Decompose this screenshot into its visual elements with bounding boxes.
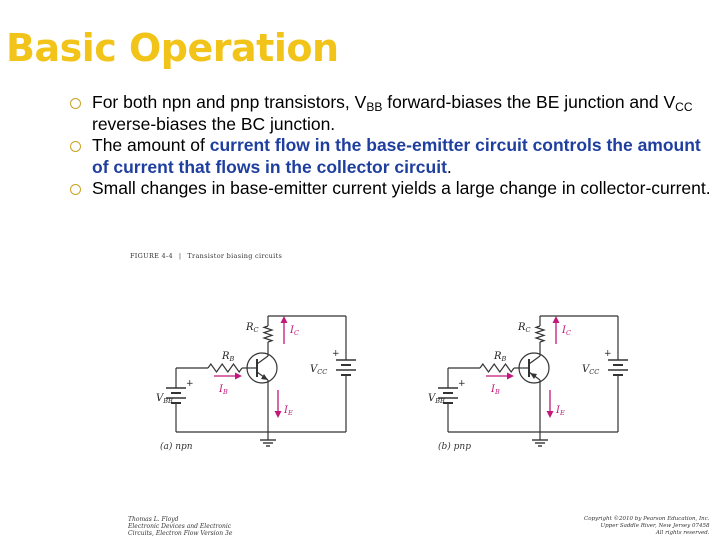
slide-title: Basic Operation — [6, 26, 339, 70]
figure-number: FIGURE 4-4 — [130, 252, 173, 260]
rc-resistor — [536, 326, 544, 342]
vcc-plus-sign: + — [332, 349, 340, 359]
ic-label: $I_C$ — [562, 325, 571, 337]
ic-label: $I_C$ — [290, 325, 299, 337]
ib-arrow-head-icon — [507, 373, 514, 380]
rc-label: $R_C$ — [518, 322, 531, 334]
ib-label: $I_B$ — [491, 384, 500, 396]
vbb-label: $V_{BB}$ — [156, 393, 173, 405]
figure-source-caption: Thomas L. Floyd Electronic Devices and Electronic Circuits, Electron Flow Version 3e — [128, 516, 233, 537]
ring-bullet-icon — [70, 141, 81, 152]
ib-label: $I_B$ — [219, 384, 228, 396]
rc-label: $R_C$ — [246, 322, 259, 334]
ring-bullet-icon — [70, 184, 81, 195]
transistor-biasing-figure — [126, 244, 716, 540]
rb-resistor — [208, 364, 242, 372]
npn-circuit — [154, 294, 426, 454]
vbb-label: $V_{BB}$ — [428, 393, 445, 405]
vcc-plus-sign: + — [604, 349, 612, 359]
rb-label: $R_B$ — [222, 351, 235, 363]
ib-arrow-head-icon — [235, 373, 242, 380]
transistor-collector-lead — [257, 356, 268, 364]
bullet-item: For both npn and pnp transistors, $V_{BB}$ forward-biases the BE junction and $V_{CC}$ reverse-biases the BC junction. — [70, 92, 715, 135]
emitter-arrow-icon — [261, 374, 268, 380]
pnp-circuit — [426, 294, 698, 454]
rb-label: $R_B$ — [494, 351, 507, 363]
transistor-collector-lead — [529, 356, 540, 364]
ic-arrow-head-icon — [281, 316, 288, 323]
ring-bullet-icon — [70, 98, 81, 109]
ie-label: $I_E$ — [556, 405, 565, 417]
vbb-plus-sign: + — [186, 379, 194, 389]
figure-title: Transistor biasing circuits — [187, 252, 283, 260]
figure-copyright-caption: Copyright ©2010 by Pearson Education, Inc. Upper Saddle River, New Jersey 07458 All rights reserved. — [584, 516, 710, 536]
vcc-label: $V_{CC}$ — [582, 364, 600, 376]
bullet-list — [70, 92, 715, 200]
ie-arrow-head-icon — [275, 411, 282, 418]
rc-resistor — [264, 326, 272, 342]
vbb-plus-sign: + — [458, 379, 466, 389]
ie-arrow-head-icon — [547, 411, 554, 418]
ie-label: $I_E$ — [284, 405, 293, 417]
bullet-item: The amount of current flow in the base-emitter circuit controls the amount of current that flows in the collector circuit. — [70, 135, 715, 178]
bullet-item: Small changes in base-emitter current yields a large change in collector-current. — [70, 178, 715, 200]
emitter-arrow-icon — [530, 373, 537, 379]
pnp-label: (b) pnp — [438, 442, 471, 452]
ic-arrow-head-icon — [553, 316, 560, 323]
highlighted-text: current flow in the base-emitter circuit controls the amount of current that flows in the collector circuit — [92, 135, 701, 177]
figure-header: FIGURE 4-4 | Transistor biasing circuits — [130, 252, 283, 260]
npn-label: (a) npn — [160, 442, 193, 452]
rb-resistor — [480, 364, 514, 372]
vcc-label: $V_{CC}$ — [310, 364, 328, 376]
